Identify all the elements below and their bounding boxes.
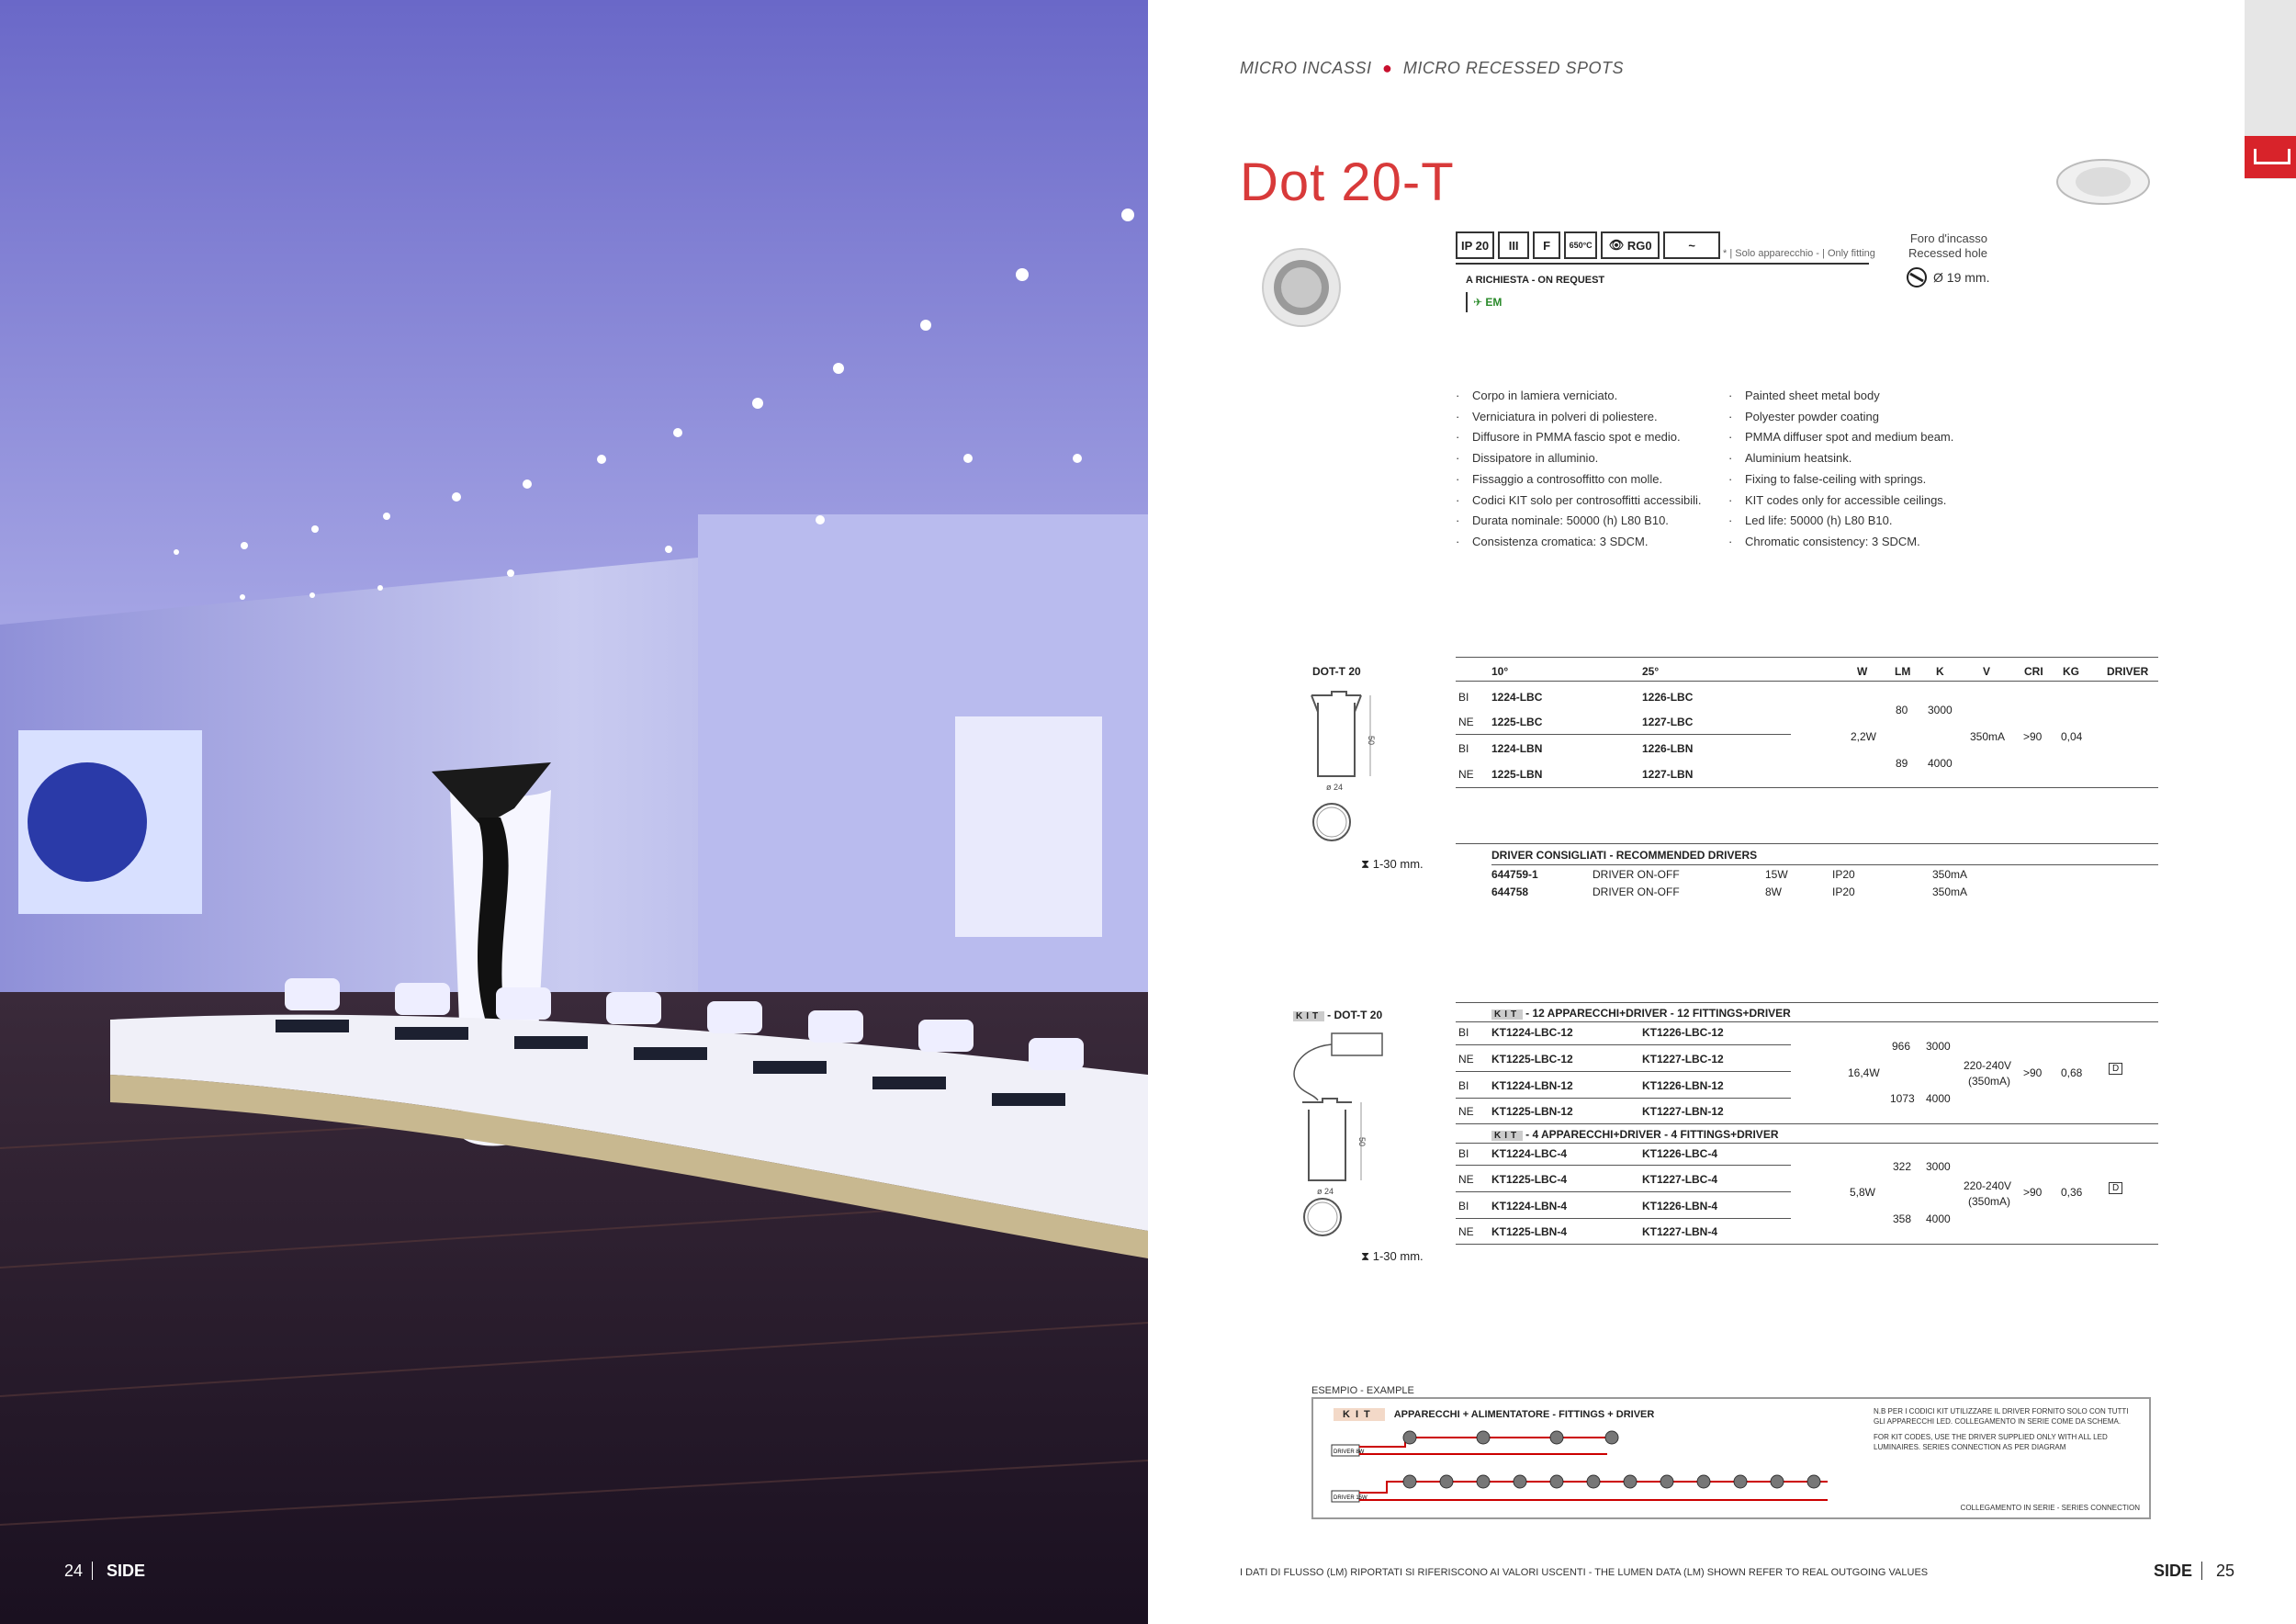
kit4-voltage: 220-240V [1964,1179,2012,1192]
kit4-watt: 5,8W [1850,1186,1876,1199]
header-w: W [1857,665,1868,678]
row-code-10: KT1225-LBC-12 [1491,1053,1573,1066]
row-finish: BI [1458,1079,1469,1092]
class-iii-icon: III [1498,231,1529,259]
feature-en: · Polyester powder coating [1728,407,1953,428]
lumen-footnote: I DATI DI FLUSSO (LM) RIPORTATI SI RIFERISCONO AI VALORI USCENTI - THE LUMEN DATA (LM) SHOWN REFER TO REAL OUTGOING VALUES [1240,1567,1929,1578]
product-front-image [1260,246,1343,329]
row-code-25: 1226-LBC [1642,691,1694,704]
row-code-10: 1225-LBN [1491,768,1543,781]
example-note-it: N.B PER I CODICI KIT UTILIZZARE IL DRIVER FORNITO SOLO CON TUTTI GLI APPARECCHI LED. COLLEGAMENTO IN SERIE COME DA SCHEMA. [1874,1407,2129,1426]
right-page-number: 25 [2216,1562,2235,1580]
row-code-25: KT1227-LBN-12 [1642,1105,1724,1118]
on-request-label: A RICHIESTA - ON REQUEST [1466,275,1605,286]
kit4-lm-a: 322 [1893,1160,1912,1173]
feature-en: · Chromatic consistency: 3 SDCM. [1728,532,1953,553]
kit12-k-b: 4000 [1926,1092,1951,1105]
example-heading: KIT APPARECCHI + ALIMENTATORE - FITTINGS + DRIVER [1334,1408,1654,1421]
feature-it: · Corpo in lamiera verniciato. [1456,386,1702,407]
feature-en: · KIT codes only for accessible ceilings. [1728,491,1953,512]
row-code-10: KT1225-LBC-4 [1491,1173,1568,1186]
row-finish: NE [1458,716,1474,728]
kit12-k-a: 3000 [1926,1040,1951,1053]
kit-technical-drawing [1286,1029,1387,1240]
feature-it: · Diffusore in PMMA fascio spot e medio. [1456,427,1702,448]
dot-cri: >90 [2023,730,2043,743]
row-code-25: 1227-LBN [1642,768,1694,781]
header-cri: CRI [2024,665,2043,678]
row-finish: NE [1458,1225,1474,1238]
diagram-driver-a: DRIVER 8W [1334,1449,1365,1455]
dot-lm-b: 89 [1896,757,1908,770]
only-fitting-note: * | Solo apparecchio - | Only fitting [1723,248,1875,259]
rg0-eye-icon: 👁 RG0 [1601,231,1660,259]
row-finish: NE [1458,1053,1474,1066]
example-series-label: COLLEGAMENTO IN SERIE - SERIES CONNECTION [1960,1504,2140,1512]
row-code-25: KT1227-LBN-4 [1642,1225,1718,1238]
emergency-icon: ✈ EM [1466,292,1502,312]
row-code-10: KT1225-LBN-4 [1491,1225,1568,1238]
kit4-current: (350mA) [1968,1195,2011,1208]
row-finish: NE [1458,1173,1474,1186]
kit-height-label: 50 [1357,1137,1367,1147]
dot-technical-drawing [1295,684,1378,850]
kit4-lm-b: 358 [1893,1212,1912,1225]
recessed-hole-value: Ø 19 mm. [1933,270,1990,285]
kit4-driver-icon: D [2109,1182,2122,1194]
header-lm: LM [1895,665,1911,678]
right-page-brand: SIDE [2154,1562,2202,1580]
kit-thickness: ⧗ 1-30 mm. [1361,1249,1424,1263]
f-mark-icon: F [1533,231,1560,259]
row-code-10: KT1225-LBN-12 [1491,1105,1573,1118]
example-label: ESEMPIO - EXAMPLE [1311,1385,1414,1396]
header-kg: KG [2063,665,2079,678]
header-25deg: 25° [1642,665,1660,678]
certification-icons [1456,231,1720,259]
features-list-it [1456,386,1702,553]
feature-it: · Verniciatura in polveri di poliestere. [1456,407,1702,428]
feature-it: · Durata nominale: 50000 (h) L80 B10. [1456,511,1702,532]
em-label: EM [1485,296,1503,309]
dot-lm-a: 80 [1896,704,1908,716]
dot-watt: 2,2W [1851,730,1877,743]
dot-drawing-label: DOT-T 20 [1312,665,1361,678]
kit12-voltage: 220-240V [1964,1059,2012,1072]
example-kit-badge: KIT [1334,1408,1385,1421]
driver-code: 644758 [1491,885,1529,898]
kit12-title: KIT - 12 APPARECCHI+DRIVER - 12 FITTINGS+DRIVER [1491,1007,1791,1020]
driver-type: DRIVER ON-OFF [1593,868,1680,881]
kit12-cri: >90 [2023,1066,2043,1079]
dot-k-a: 3000 [1928,704,1953,716]
kit-diameter-label: ø 24 [1317,1187,1334,1196]
kit-drawing-label: KIT - DOT-T 20 [1293,1009,1382,1021]
header-10deg: 10° [1491,665,1509,678]
feature-it: · Fissaggio a controsoffitto con molle. [1456,469,1702,491]
series-wiring-diagram [1313,1427,1864,1518]
feature-en: · Painted sheet metal body [1728,386,1953,407]
row-finish: NE [1458,768,1474,781]
row-code-25: KT1226-LBC-12 [1642,1026,1724,1039]
row-code-10: 1225-LBC [1491,716,1543,728]
row-code-10: KT1224-LBN-12 [1491,1079,1573,1092]
dot-current: 350mA [1970,730,2006,743]
dimmable-wave-icon: ~ [1663,231,1720,259]
dot-height-label: 50 [1367,736,1376,746]
row-finish: BI [1458,742,1469,755]
driver-watt: 15W [1765,868,1788,881]
section-bullet: ● [1382,59,1393,77]
drivers-title: DRIVER CONSIGLIATI - RECOMMENDED DRIVERS [1491,849,1758,862]
recessed-hole-en: Recessed hole [1908,246,1987,260]
dot-diameter-label: ø 24 [1326,783,1344,792]
row-code-25: KT1227-LBC-12 [1642,1053,1724,1066]
row-finish: NE [1458,1105,1474,1118]
row-finish: BI [1458,1026,1469,1039]
driver-current: 350mA [1932,868,1968,881]
product-title: Dot 20-T [1240,152,1455,212]
dot-thickness: ⧗ 1-30 mm. [1361,857,1424,871]
driver-code: 644759-1 [1491,868,1538,881]
kit-badge: KIT [1293,1011,1324,1021]
section-heading-en: MICRO RECESSED SPOTS [1402,59,1624,77]
kit4-cri: >90 [2023,1186,2043,1199]
row-code-10: 1224-LBC [1491,691,1543,704]
recessed-hole-dimension [1906,266,1989,288]
diagram-driver-b: DRIVER 15W [1334,1495,1367,1501]
feature-en: · Aluminium heatsink. [1728,448,1953,469]
row-finish: BI [1458,1147,1469,1160]
section-tab-icon [2245,136,2296,178]
dot-k-b: 4000 [1928,757,1953,770]
driver-type: DRIVER ON-OFF [1593,885,1680,898]
feature-it: · Consistenza cromatica: 3 SDCM. [1456,532,1702,553]
kit4-k-a: 3000 [1926,1160,1951,1173]
kit12-watt: 16,4W [1848,1066,1880,1079]
feature-it: · Dissipatore in alluminio. [1456,448,1702,469]
right-folio [2154,1562,2234,1581]
row-code-10: KT1224-LBN-4 [1491,1200,1568,1212]
feature-it: · Codici KIT solo per controsoffitti accessibili. [1456,491,1702,512]
feature-en: · Fixing to false-ceiling with springs. [1728,469,1953,491]
left-page-number: 24 [64,1562,93,1580]
header-driver: DRIVER [2107,665,2149,678]
left-page-brand: SIDE [107,1562,146,1580]
kit12-driver-icon: D [2109,1063,2122,1075]
recessed-hole-label [1908,231,1987,261]
example-note-en: FOR KIT CODES, USE THE DRIVER SUPPLIED ONLY WITH ALL LED LUMINAIRES. SERIES CONNECTION AS PER DIAGRAM [1874,1433,2108,1451]
header-v: V [1983,665,1991,678]
row-code-25: KT1227-LBC-4 [1642,1173,1718,1186]
row-code-25: KT1226-LBN-12 [1642,1079,1724,1092]
row-code-10: KT1224-LBC-4 [1491,1147,1568,1160]
kit12-lm-a: 966 [1892,1040,1911,1053]
driver-ip: IP20 [1832,868,1855,881]
kit12-lm-b: 1073 [1890,1092,1915,1105]
row-code-25: 1227-LBC [1642,716,1694,728]
driver-watt: 8W [1765,885,1782,898]
section-heading [1240,59,1624,78]
kit4-title: KIT - 4 APPARECCHI+DRIVER - 4 FITTINGS+DRIVER [1491,1128,1778,1141]
row-finish: BI [1458,1200,1469,1212]
ip20-icon: IP 20 [1456,231,1494,259]
kit4-kg: 0,36 [2061,1186,2083,1199]
row-code-10: 1224-LBN [1491,742,1543,755]
row-code-10: KT1224-LBC-12 [1491,1026,1573,1039]
rg0-label: RG0 [1626,238,1652,253]
glow-wire-icon: 650°C [1564,231,1597,259]
feature-en: · PMMA diffuser spot and medium beam. [1728,427,1953,448]
dot-kg: 0,04 [2061,730,2083,743]
product-side-image [2053,156,2154,211]
driver-current: 350mA [1932,885,1968,898]
features-list-en [1728,386,1953,553]
kit12-current: (350mA) [1968,1075,2011,1088]
hole-saw-icon [1906,266,1928,288]
row-finish: BI [1458,691,1469,704]
icons-divider [1456,263,1869,265]
example-notes [1874,1406,2140,1452]
feature-en: · Led life: 50000 (h) L80 B10. [1728,511,1953,532]
section-heading-it: MICRO INCASSI [1240,59,1372,77]
kit12-kg: 0,68 [2061,1066,2083,1079]
row-code-25: KT1226-LBC-4 [1642,1147,1718,1160]
header-k: K [1936,665,1944,678]
recessed-hole-it: Foro d'incasso [1909,231,1987,245]
row-code-25: KT1226-LBN-4 [1642,1200,1718,1212]
driver-ip: IP20 [1832,885,1855,898]
row-code-25: 1226-LBN [1642,742,1694,755]
kit4-k-b: 4000 [1926,1212,1951,1225]
example-box [1311,1397,2151,1519]
